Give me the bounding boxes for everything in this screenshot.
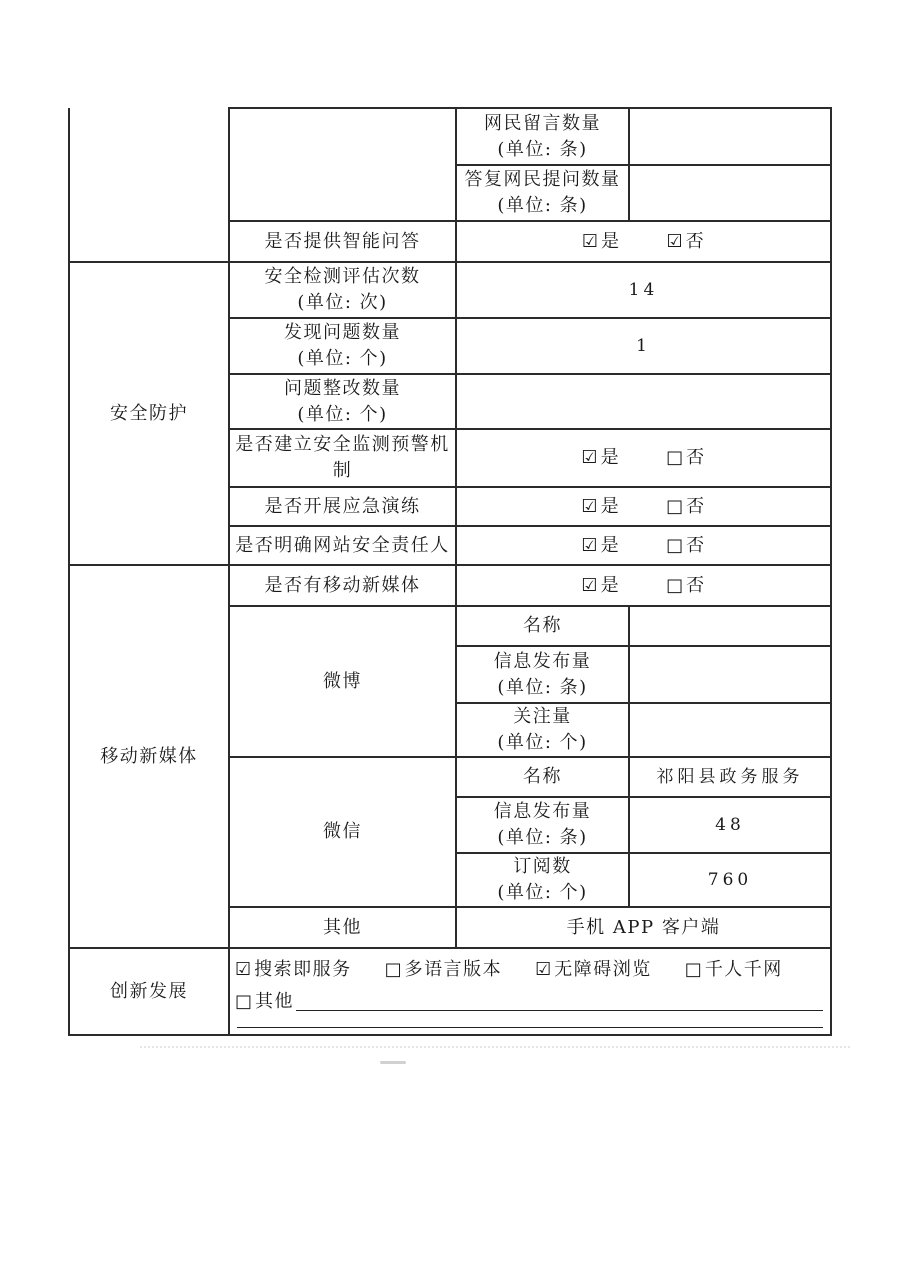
netizen-messages-label-cell — [456, 108, 629, 165]
option-label: 搜索即服务 — [254, 959, 352, 980]
checkbox-checked-icon: ☑ — [535, 958, 552, 980]
other-media-label-cell: 其他 — [229, 907, 456, 948]
weibo-name-label-cell: 名称 — [456, 606, 629, 646]
weibo-group-title-cell: 微博 — [229, 606, 456, 757]
field-unit: (单位: 个) — [297, 348, 388, 369]
field-unit: (单位: 个) — [297, 403, 388, 425]
search-service-option — [235, 956, 352, 983]
yes-no-options — [459, 494, 828, 520]
table-row — [69, 108, 831, 165]
field-unit: (单位: 条) — [497, 676, 588, 698]
option-label: 否 — [686, 574, 706, 596]
security-checks-value-cell: 14 — [456, 262, 831, 318]
checkbox-checked-icon: ☑ — [581, 230, 598, 252]
personalized-option — [685, 956, 783, 983]
checkbox-checked-icon: ☑ — [581, 574, 598, 596]
option-label: 否 — [686, 447, 706, 468]
weibo-posts-label-cell — [456, 646, 629, 703]
wechat-name-value-cell: 祁阳县政务服务 — [629, 757, 831, 797]
field-unit: (单位: 条) — [497, 138, 588, 160]
yes-no-options — [459, 445, 828, 471]
no-option — [666, 533, 706, 559]
checkbox-unchecked-icon: □ — [666, 447, 684, 468]
smart-qa-label-cell: 是否提供智能问答 — [229, 221, 456, 262]
smart-qa-options-cell — [456, 221, 831, 262]
checkbox-checked-icon: ☑ — [581, 495, 598, 517]
checkbox-unchecked-icon: □ — [384, 958, 402, 980]
field-label: 网民留言数量 — [484, 112, 601, 134]
fill-in-blank-line — [296, 993, 823, 1011]
option-label: 是 — [600, 447, 621, 468]
wechat-group-title-cell: 微信 — [229, 757, 456, 907]
field-unit: (单位: 个) — [497, 732, 588, 753]
yes-option — [581, 573, 620, 599]
yes-no-options — [459, 533, 828, 559]
option-label: 是 — [601, 230, 621, 252]
accessibility-option — [535, 956, 652, 983]
netizen-messages-value-cell — [629, 108, 831, 165]
replies-value-cell — [629, 165, 831, 221]
checkbox-checked-icon: ☑ — [235, 958, 252, 980]
problems-fixed-value-cell — [456, 374, 831, 429]
replies-label-cell — [456, 165, 629, 221]
table-row — [69, 262, 831, 318]
option-label: 否 — [686, 534, 706, 556]
option-label: 是 — [600, 574, 621, 596]
has-media-options-cell — [456, 565, 831, 606]
field-label: 关注量 — [513, 706, 572, 727]
option-label: 否 — [685, 230, 706, 252]
has-media-label-cell: 是否有移动新媒体 — [229, 565, 456, 606]
option-label: 千人千网 — [704, 959, 783, 980]
option-label: 无障碍浏览 — [554, 959, 652, 980]
mobile-media-section-title-cell: 移动新媒体 — [69, 565, 229, 948]
no-option — [666, 573, 706, 599]
option-label: 其他 — [255, 991, 295, 1012]
multilingual-option — [385, 956, 503, 983]
no-option — [666, 494, 706, 520]
checkbox-unchecked-icon: □ — [666, 495, 684, 517]
field-label: 答复网民提问数量 — [464, 169, 621, 190]
warning-mechanism-options-cell — [456, 429, 831, 487]
security-section-title-cell: 安全防护 — [69, 262, 229, 565]
wechat-subscribers-value-cell: 760 — [629, 853, 831, 907]
other-media-value-cell: 手机 APP 客户端 — [456, 907, 831, 948]
security-officer-label-cell: 是否明确网站安全责任人 — [229, 526, 456, 565]
emergency-drill-options-cell — [456, 487, 831, 526]
problems-found-label-cell — [229, 318, 456, 374]
yes-option — [581, 494, 620, 520]
checkbox-unchecked-icon: □ — [684, 958, 702, 980]
yes-option — [581, 533, 620, 559]
scan-artifact — [380, 1061, 406, 1064]
other-option — [235, 988, 294, 1015]
prev-section-category-cell — [69, 108, 229, 262]
checkbox-checked-icon: ☑ — [581, 447, 598, 468]
field-label: 信息发布量 — [493, 801, 592, 822]
security-officer-options-cell — [456, 526, 831, 565]
wechat-posts-label-cell — [456, 797, 629, 853]
yes-option — [581, 445, 620, 471]
weibo-followers-value-cell — [629, 703, 831, 757]
no-option — [666, 445, 706, 471]
problems-fixed-label-cell — [229, 374, 456, 429]
yes-option — [582, 229, 621, 255]
yes-no-options — [459, 573, 828, 599]
wechat-name-label-cell: 名称 — [456, 757, 629, 797]
checkbox-checked-icon: ☑ — [666, 230, 683, 252]
innovation-section-title-cell: 创新发展 — [69, 948, 229, 1035]
weibo-followers-label-cell — [456, 703, 629, 757]
field-unit: (单位: 次) — [297, 292, 388, 313]
wechat-subscribers-label-cell — [456, 853, 629, 907]
field-label: 问题整改数量 — [284, 377, 401, 399]
fill-in-blank-line-2 — [237, 1015, 823, 1028]
innovation-other-row — [235, 988, 825, 1015]
emergency-drill-label-cell: 是否开展应急演练 — [229, 487, 456, 526]
option-label: 是 — [600, 534, 621, 556]
field-unit: (单位: 个) — [497, 882, 588, 903]
table-row — [69, 948, 831, 1035]
yes-no-options — [459, 229, 828, 255]
checkbox-unchecked-icon: □ — [666, 534, 684, 556]
wechat-posts-value-cell: 48 — [629, 797, 831, 853]
no-option — [667, 229, 706, 255]
security-checks-label-cell — [229, 262, 456, 318]
option-label: 是 — [600, 495, 621, 517]
weibo-name-value-cell — [629, 606, 831, 646]
innovation-checkbox-row — [235, 956, 825, 983]
scan-artifact — [140, 1046, 850, 1048]
table-row — [69, 565, 831, 606]
checkbox-checked-icon: ☑ — [581, 534, 598, 556]
field-label: 信息发布量 — [493, 650, 592, 672]
field-unit: (单位: 条) — [497, 195, 588, 216]
option-label: 否 — [686, 495, 706, 517]
weibo-posts-value-cell — [629, 646, 831, 703]
website-report-table — [68, 107, 832, 1036]
field-label: 安全检测评估次数 — [264, 266, 421, 287]
problems-found-value-cell: 1 — [456, 318, 831, 374]
field-label: 订阅数 — [513, 856, 572, 877]
interaction-group-cell — [229, 108, 456, 221]
field-label: 发现问题数量 — [284, 322, 401, 343]
option-label: 多语言版本 — [404, 959, 503, 980]
warning-mechanism-label-cell: 是否建立安全监测预警机制 — [229, 429, 456, 487]
innovation-options-cell — [229, 948, 831, 1035]
checkbox-unchecked-icon: □ — [235, 990, 253, 1012]
checkbox-unchecked-icon: □ — [666, 574, 684, 596]
field-unit: (单位: 条) — [497, 827, 588, 848]
